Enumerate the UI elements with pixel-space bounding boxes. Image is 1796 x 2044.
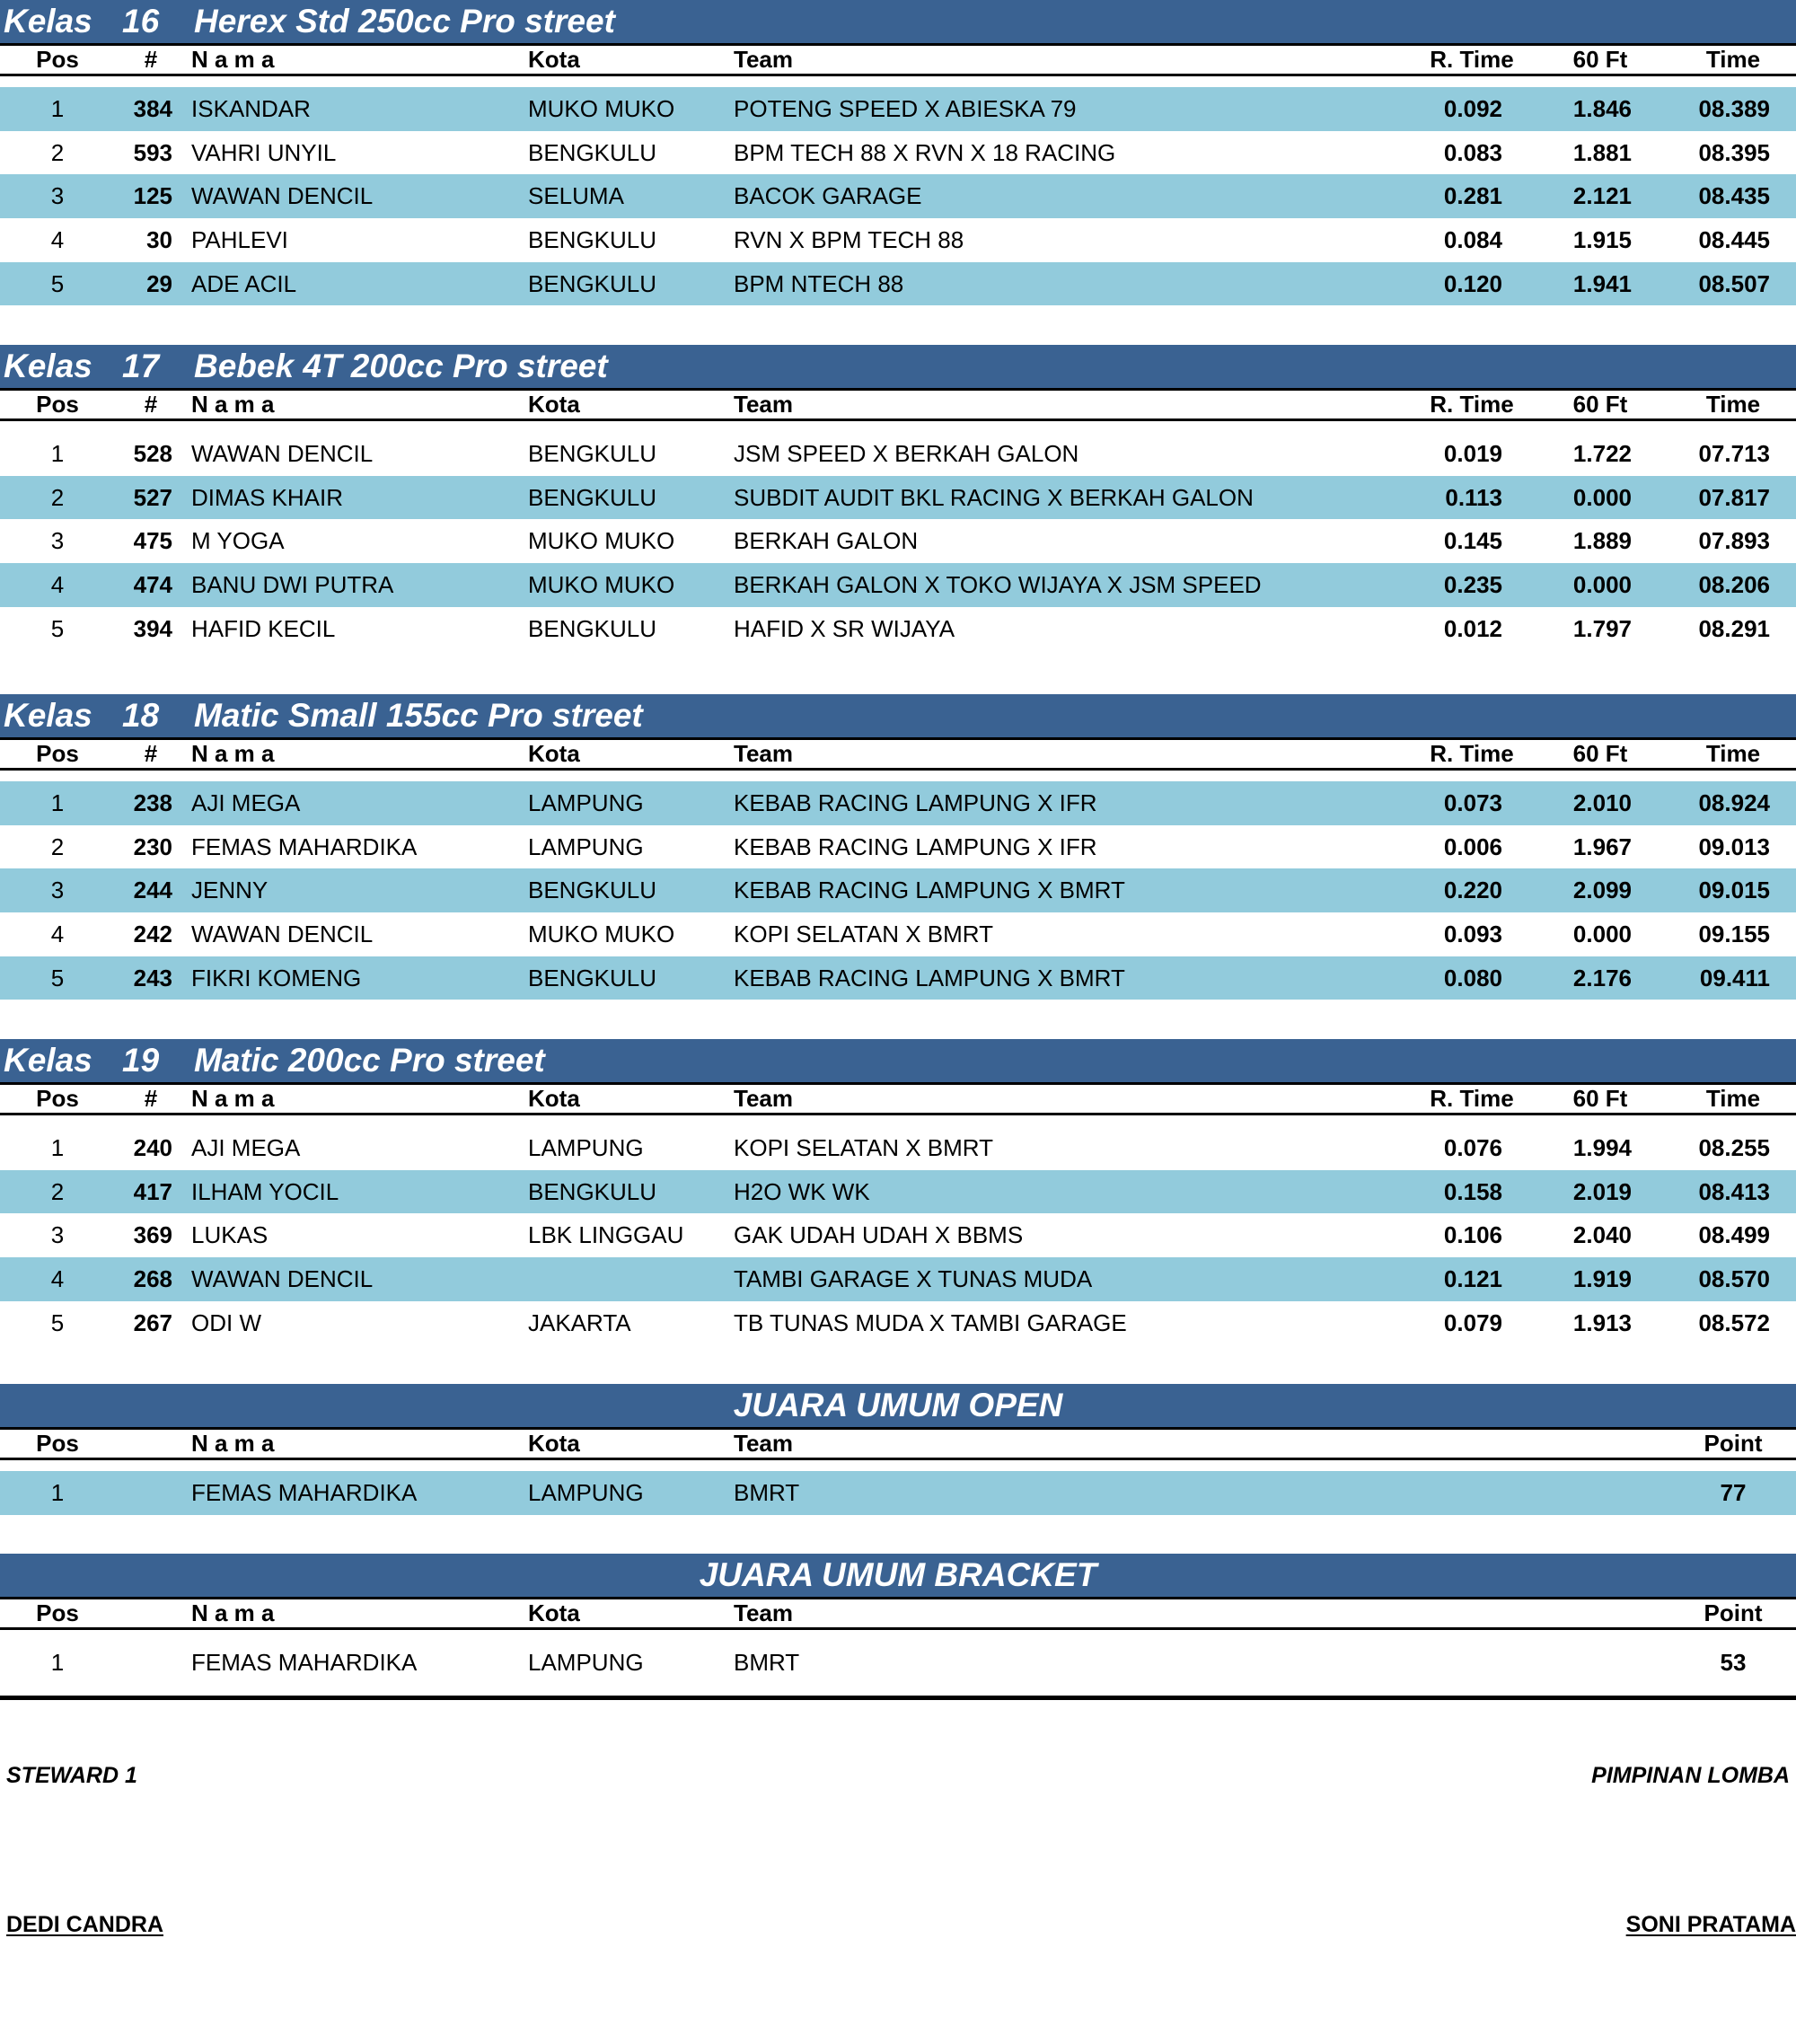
cell-rtime: 0.145 xyxy=(1443,527,1502,555)
column-header-ft60: 60 Ft xyxy=(1572,391,1628,418)
cell-pos: 1 xyxy=(50,1479,65,1506)
cell-kota: MUKO MUKO xyxy=(528,527,675,555)
cell-ft60: 2.040 xyxy=(1572,1221,1632,1249)
section-title-band xyxy=(0,694,1796,740)
cell-no: 527 xyxy=(133,483,172,511)
cell-team: GAK UDAH UDAH X BBMS xyxy=(734,1221,1024,1249)
cell-pos: 5 xyxy=(50,1308,65,1336)
column-header-ft60: 60 Ft xyxy=(1572,46,1628,73)
kelas-number: 17 xyxy=(122,348,160,384)
section-title-band xyxy=(0,1384,1796,1430)
cell-time: 08.389 xyxy=(1698,95,1770,122)
cell-rtime: 0.076 xyxy=(1443,1134,1502,1161)
column-header-kota: Kota xyxy=(528,740,580,767)
cell-no: 238 xyxy=(133,789,172,816)
cell-nama: HAFID KECIL xyxy=(191,614,336,642)
column-header-row xyxy=(0,1085,1796,1115)
cell-nama: WAWAN DENCIL xyxy=(191,182,374,210)
result-row xyxy=(0,1641,1796,1685)
cell-pos: 4 xyxy=(50,226,65,254)
cell-ft60: 0.000 xyxy=(1572,483,1632,511)
cell-time: 07.893 xyxy=(1698,527,1770,555)
result-row xyxy=(0,1170,1796,1214)
cell-ft60: 1.915 xyxy=(1572,226,1632,254)
section-title-band xyxy=(0,0,1796,46)
kelas-number: 16 xyxy=(122,3,160,40)
cell-nama: LUKAS xyxy=(191,1221,269,1249)
column-header-team: Team xyxy=(734,1599,793,1626)
juara-title: JUARA UMUM OPEN xyxy=(733,1387,1063,1423)
cell-ft60: 0.000 xyxy=(1572,571,1632,599)
cell-rtime: 0.083 xyxy=(1443,138,1502,166)
cell-rtime: 0.235 xyxy=(1443,571,1502,599)
cell-team: BERKAH GALON X TOKO WIJAYA X JSM SPEED xyxy=(734,571,1262,599)
column-header-no: # xyxy=(144,46,158,73)
result-row xyxy=(0,519,1796,563)
cell-nama: FIKRI KOMENG xyxy=(191,964,362,991)
cell-point: 53 xyxy=(1720,1649,1747,1676)
column-header-kota: Kota xyxy=(528,1599,580,1626)
cell-nama: DIMAS KHAIR xyxy=(191,483,344,511)
cell-no: 29 xyxy=(146,269,172,297)
cell-team: KOPI SELATAN X BMRT xyxy=(734,921,993,948)
cell-kota: BENGKULU xyxy=(528,614,657,642)
cell-rtime: 0.019 xyxy=(1443,440,1502,467)
column-header-rtime: R. Time xyxy=(1430,46,1514,73)
column-header-ft60: 60 Ft xyxy=(1572,740,1628,767)
cell-no: 125 xyxy=(133,182,172,210)
kelas-name: Matic 200cc Pro street xyxy=(194,1042,545,1079)
result-row xyxy=(0,218,1796,262)
column-header-row xyxy=(0,46,1796,76)
result-row xyxy=(0,912,1796,956)
cell-no: 528 xyxy=(133,440,172,467)
cell-nama: WAWAN DENCIL xyxy=(191,440,374,467)
cell-rtime: 0.281 xyxy=(1443,182,1502,210)
result-row xyxy=(0,87,1796,131)
column-header-nama: N a m a xyxy=(191,1430,275,1457)
result-row xyxy=(0,174,1796,218)
cell-team: BACOK GARAGE xyxy=(734,182,922,210)
cell-no: 30 xyxy=(146,226,172,254)
cell-pos: 4 xyxy=(50,921,65,948)
cell-time: 08.499 xyxy=(1698,1221,1770,1249)
kelas-name: Matic Small 155cc Pro street xyxy=(194,697,643,734)
cell-pos: 2 xyxy=(50,1177,65,1205)
cell-pos: 1 xyxy=(50,1134,65,1161)
race-director-title: PIMPINAN LOMBA xyxy=(1591,1763,1790,1788)
cell-pos: 1 xyxy=(50,789,65,816)
cell-time: 08.291 xyxy=(1698,614,1770,642)
cell-pos: 1 xyxy=(50,95,65,122)
cell-nama: AJI MEGA xyxy=(191,789,301,816)
cell-time: 08.570 xyxy=(1698,1265,1770,1293)
cell-ft60: 0.000 xyxy=(1572,921,1632,948)
column-header-kota: Kota xyxy=(528,1085,580,1112)
column-header-kota: Kota xyxy=(528,46,580,73)
cell-team: KEBAB RACING LAMPUNG X IFR xyxy=(734,833,1097,860)
kelas-name: Bebek 4T 200cc Pro street xyxy=(194,348,608,384)
result-row xyxy=(0,1257,1796,1301)
column-header-row xyxy=(0,391,1796,421)
cell-kota: LAMPUNG xyxy=(528,833,644,860)
cell-time: 08.413 xyxy=(1698,1177,1770,1205)
column-header-kota: Kota xyxy=(528,1430,580,1457)
kelas-number: 19 xyxy=(122,1042,160,1079)
cell-kota: MUKO MUKO xyxy=(528,921,675,948)
cell-rtime: 0.220 xyxy=(1443,877,1502,904)
cell-no: 244 xyxy=(133,877,172,904)
steward-title: STEWARD 1 xyxy=(6,1763,137,1788)
cell-team: BMRT xyxy=(734,1479,800,1506)
column-header-nama: N a m a xyxy=(191,740,275,767)
kelas-name: Herex Std 250cc Pro street xyxy=(194,3,615,40)
cell-no: 243 xyxy=(133,964,172,991)
column-header-row xyxy=(0,1599,1796,1630)
race-director-name: SONI PRATAMA xyxy=(1625,1912,1796,1937)
cell-pos: 2 xyxy=(50,833,65,860)
result-row xyxy=(0,868,1796,912)
column-header-nama: N a m a xyxy=(191,1085,275,1112)
column-header-pos: Pos xyxy=(36,1085,79,1112)
column-header-row xyxy=(0,740,1796,771)
cell-nama: ADE ACIL xyxy=(191,269,297,297)
cell-nama: FEMAS MAHARDIKA xyxy=(191,1649,418,1676)
cell-kota: BENGKULU xyxy=(528,226,657,254)
cell-team: KEBAB RACING LAMPUNG X BMRT xyxy=(734,877,1125,904)
cell-rtime: 0.120 xyxy=(1443,269,1502,297)
cell-pos: 3 xyxy=(50,527,65,555)
cell-team: TB TUNAS MUDA X TAMBI GARAGE xyxy=(734,1308,1127,1336)
result-row xyxy=(0,1213,1796,1257)
cell-kota: MUKO MUKO xyxy=(528,571,675,599)
cell-nama: AJI MEGA xyxy=(191,1134,301,1161)
result-row xyxy=(0,1301,1796,1345)
cell-time: 08.507 xyxy=(1698,269,1770,297)
cell-ft60: 2.019 xyxy=(1572,1177,1632,1205)
cell-kota: BENGKULU xyxy=(528,483,657,511)
cell-rtime: 0.121 xyxy=(1443,1265,1502,1293)
cell-no: 394 xyxy=(133,614,172,642)
cell-no: 230 xyxy=(133,833,172,860)
cell-ft60: 1.722 xyxy=(1572,440,1632,467)
column-header-rtime: R. Time xyxy=(1430,740,1514,767)
cell-ft60: 1.889 xyxy=(1572,527,1632,555)
column-header-team: Team xyxy=(734,1085,793,1112)
cell-pos: 2 xyxy=(50,138,65,166)
result-row xyxy=(0,1471,1796,1515)
cell-time: 09.015 xyxy=(1698,877,1770,904)
cell-team: KEBAB RACING LAMPUNG X IFR xyxy=(734,789,1097,816)
result-row xyxy=(0,563,1796,607)
cell-kota: BENGKULU xyxy=(528,1177,657,1205)
cell-pos: 1 xyxy=(50,1649,65,1676)
cell-pos: 1 xyxy=(50,440,65,467)
kelas-label: Kelas xyxy=(4,697,92,734)
column-header-pos: Pos xyxy=(36,1599,79,1626)
column-header-rtime: R. Time xyxy=(1430,391,1514,418)
cell-rtime: 0.092 xyxy=(1443,95,1502,122)
steward-name: DEDI CANDRA xyxy=(6,1912,163,1937)
cell-rtime: 0.012 xyxy=(1443,614,1502,642)
cell-ft60: 2.010 xyxy=(1572,789,1632,816)
cell-team: KEBAB RACING LAMPUNG X BMRT xyxy=(734,964,1125,991)
column-header-nama: N a m a xyxy=(191,1599,275,1626)
cell-ft60: 1.967 xyxy=(1572,833,1632,860)
cell-kota: BENGKULU xyxy=(528,964,657,991)
cell-pos: 5 xyxy=(50,269,65,297)
column-header-nama: N a m a xyxy=(191,391,275,418)
result-row xyxy=(0,476,1796,520)
column-header-time: Time xyxy=(1705,391,1761,418)
cell-nama: PAHLEVI xyxy=(191,226,288,254)
cell-time: 09.411 xyxy=(1699,964,1770,991)
cell-no: 268 xyxy=(133,1265,172,1293)
cell-time: 09.013 xyxy=(1698,833,1770,860)
cell-nama: ILHAM YOCIL xyxy=(191,1177,339,1205)
cell-no: 242 xyxy=(133,921,172,948)
cell-kota: LAMPUNG xyxy=(528,1134,644,1161)
cell-ft60: 2.176 xyxy=(1572,964,1632,991)
kelas-section xyxy=(0,345,1796,642)
section-title-band xyxy=(0,1554,1796,1599)
cell-team: BERKAH GALON xyxy=(734,527,919,555)
cell-no: 240 xyxy=(133,1134,172,1161)
cell-ft60: 1.919 xyxy=(1572,1265,1632,1293)
cell-kota: LAMPUNG xyxy=(528,1649,644,1676)
column-header-team: Team xyxy=(734,391,793,418)
column-header-time: Time xyxy=(1705,46,1761,73)
cell-ft60: 1.913 xyxy=(1572,1308,1632,1336)
cell-time: 07.817 xyxy=(1698,483,1770,511)
kelas-section xyxy=(0,0,1796,297)
cell-pos: 3 xyxy=(50,182,65,210)
cell-pos: 5 xyxy=(50,614,65,642)
cell-nama: WAWAN DENCIL xyxy=(191,921,374,948)
kelas-number: 18 xyxy=(122,697,160,734)
cell-no: 267 xyxy=(133,1308,172,1336)
kelas-section xyxy=(0,1039,1796,1336)
cell-nama: ISKANDAR xyxy=(191,95,311,122)
column-header-pos: Pos xyxy=(36,740,79,767)
cell-pos: 2 xyxy=(50,483,65,511)
section-title-band xyxy=(0,345,1796,391)
cell-nama: M YOGA xyxy=(191,527,285,555)
kelas-label: Kelas xyxy=(4,3,92,40)
column-header-point: Point xyxy=(1704,1599,1763,1626)
cell-team: TAMBI GARAGE X TUNAS MUDA xyxy=(734,1265,1093,1293)
result-row xyxy=(0,432,1796,476)
cell-no: 369 xyxy=(133,1221,172,1249)
cell-rtime: 0.084 xyxy=(1443,226,1502,254)
result-row xyxy=(0,607,1796,651)
cell-no: 417 xyxy=(133,1177,172,1205)
cell-rtime: 0.079 xyxy=(1443,1308,1502,1336)
result-row xyxy=(0,781,1796,825)
cell-nama: ODI W xyxy=(191,1308,261,1336)
juara-section xyxy=(0,1554,1796,1706)
column-header-no: # xyxy=(144,1085,158,1112)
cell-time: 08.435 xyxy=(1698,182,1770,210)
cell-team: BPM TECH 88 X RVN X 18 RACING xyxy=(734,138,1116,166)
cell-pos: 5 xyxy=(50,964,65,991)
cell-kota: BENGKULU xyxy=(528,877,657,904)
juara-section xyxy=(0,1384,1796,1537)
column-header-ft60: 60 Ft xyxy=(1572,1085,1628,1112)
column-header-point: Point xyxy=(1704,1430,1763,1457)
column-header-pos: Pos xyxy=(36,1430,79,1457)
cell-kota: SELUMA xyxy=(528,182,624,210)
column-header-no: # xyxy=(144,391,158,418)
cell-kota: LBK LINGGAU xyxy=(528,1221,684,1249)
column-header-team: Team xyxy=(734,1430,793,1457)
cell-ft60: 1.881 xyxy=(1572,138,1632,166)
cell-kota: BENGKULU xyxy=(528,440,657,467)
cell-team: SUBDIT AUDIT BKL RACING X BERKAH GALON xyxy=(734,483,1254,511)
cell-point: 77 xyxy=(1720,1479,1747,1506)
column-header-kota: Kota xyxy=(528,391,580,418)
cell-time: 08.395 xyxy=(1698,138,1770,166)
cell-time: 08.572 xyxy=(1698,1308,1770,1336)
cell-nama: WAWAN DENCIL xyxy=(191,1265,374,1293)
cell-pos: 3 xyxy=(50,877,65,904)
cell-ft60: 2.099 xyxy=(1572,877,1632,904)
cell-no: 384 xyxy=(133,95,172,122)
kelas-section xyxy=(0,694,1796,991)
cell-nama: JENNY xyxy=(191,877,269,904)
cell-team: BMRT xyxy=(734,1649,800,1676)
cell-nama: BANU DWI PUTRA xyxy=(191,571,394,599)
column-header-time: Time xyxy=(1705,740,1761,767)
cell-team: JSM SPEED X BERKAH GALON xyxy=(734,440,1079,467)
result-row xyxy=(0,1126,1796,1170)
column-header-pos: Pos xyxy=(36,391,79,418)
cell-pos: 4 xyxy=(50,571,65,599)
cell-kota: LAMPUNG xyxy=(528,789,644,816)
cell-pos: 3 xyxy=(50,1221,65,1249)
cell-time: 07.713 xyxy=(1698,440,1770,467)
cell-time: 09.155 xyxy=(1698,921,1770,948)
cell-rtime: 0.073 xyxy=(1443,789,1502,816)
cell-kota: BENGKULU xyxy=(528,269,657,297)
column-header-rtime: R. Time xyxy=(1430,1085,1514,1112)
cell-time: 08.206 xyxy=(1698,571,1770,599)
result-row xyxy=(0,956,1796,1000)
cell-team: HAFID X SR WIJAYA xyxy=(734,614,955,642)
cell-no: 474 xyxy=(133,571,172,599)
cell-time: 08.924 xyxy=(1698,789,1770,816)
column-header-pos: Pos xyxy=(36,46,79,73)
cell-team: KOPI SELATAN X BMRT xyxy=(734,1134,993,1161)
cell-rtime: 0.113 xyxy=(1445,483,1502,511)
kelas-label: Kelas xyxy=(4,348,92,384)
kelas-label: Kelas xyxy=(4,1042,92,1079)
cell-team: POTENG SPEED X ABIESKA 79 xyxy=(734,95,1077,122)
cell-ft60: 1.941 xyxy=(1572,269,1632,297)
result-row xyxy=(0,131,1796,175)
cell-no: 475 xyxy=(133,527,172,555)
column-header-team: Team xyxy=(734,46,793,73)
result-row xyxy=(0,262,1796,306)
cell-team: RVN X BPM TECH 88 xyxy=(734,226,964,254)
cell-ft60: 1.994 xyxy=(1572,1134,1632,1161)
cell-rtime: 0.106 xyxy=(1443,1221,1502,1249)
cell-pos: 4 xyxy=(50,1265,65,1293)
cell-rtime: 0.158 xyxy=(1443,1177,1502,1205)
cell-nama: FEMAS MAHARDIKA xyxy=(191,1479,418,1506)
juara-title: JUARA UMUM BRACKET xyxy=(699,1556,1097,1593)
result-row xyxy=(0,825,1796,869)
cell-no: 593 xyxy=(133,138,172,166)
cell-nama: FEMAS MAHARDIKA xyxy=(191,833,418,860)
cell-time: 08.445 xyxy=(1698,226,1770,254)
table-end-rule xyxy=(0,1696,1796,1700)
cell-nama: VAHRI UNYIL xyxy=(191,138,337,166)
column-header-no: # xyxy=(144,740,158,767)
column-header-team: Team xyxy=(734,740,793,767)
cell-rtime: 0.080 xyxy=(1443,964,1502,991)
cell-ft60: 1.797 xyxy=(1572,614,1632,642)
cell-team: H2O WK WK xyxy=(734,1177,870,1205)
cell-ft60: 2.121 xyxy=(1572,182,1632,210)
cell-rtime: 0.006 xyxy=(1443,833,1502,860)
column-header-row xyxy=(0,1430,1796,1460)
cell-kota: LAMPUNG xyxy=(528,1479,644,1506)
column-header-nama: N a m a xyxy=(191,46,275,73)
cell-rtime: 0.093 xyxy=(1443,921,1502,948)
cell-kota: MUKO MUKO xyxy=(528,95,675,122)
cell-kota: JAKARTA xyxy=(528,1308,631,1336)
column-header-time: Time xyxy=(1705,1085,1761,1112)
section-title-band xyxy=(0,1039,1796,1085)
cell-time: 08.255 xyxy=(1698,1134,1770,1161)
cell-kota: BENGKULU xyxy=(528,138,657,166)
cell-team: BPM NTECH 88 xyxy=(734,269,904,297)
cell-ft60: 1.846 xyxy=(1572,95,1632,122)
